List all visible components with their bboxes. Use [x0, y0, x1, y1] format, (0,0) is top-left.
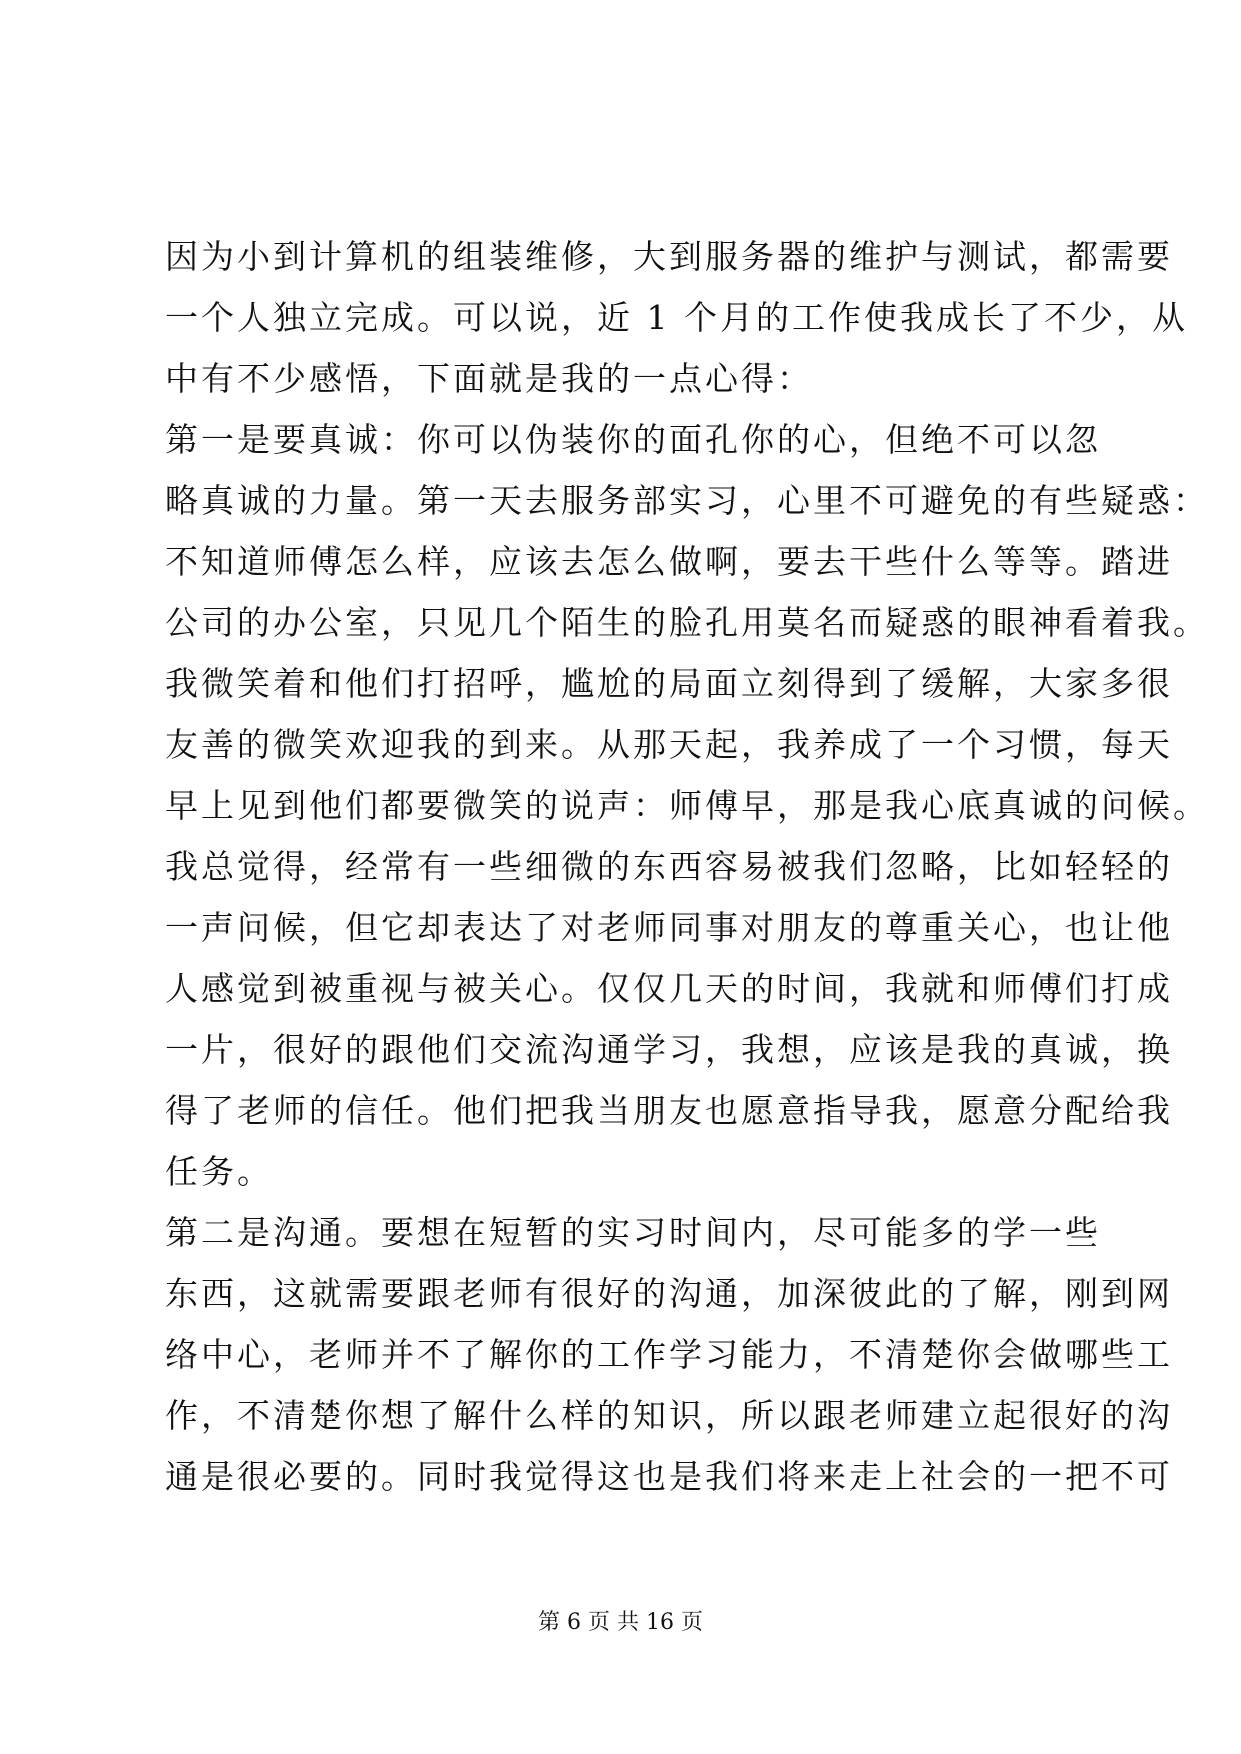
- text-line: 一声问候，但它却表达了对老师同事对朋友的尊重关心，也让他: [165, 908, 1173, 947]
- page-footer: [0, 1608, 1241, 1638]
- text-line: 一片，很好的跟他们交流沟通学习，我想，应该是我的真诚，换: [165, 1030, 1173, 1069]
- text-line: 络中心，老师并不了解你的工作学习能力，不清楚你会做哪些工: [165, 1335, 1173, 1374]
- text-line: 作，不清楚你想了解什么样的知识，所以跟老师建立起很好的沟: [165, 1396, 1173, 1435]
- text-line: 人感觉到被重视与被关心。仅仅几天的时间，我就和师傅们打成: [165, 969, 1173, 1008]
- text-line: 我总觉得，经常有一些细微的东西容易被我们忽略，比如轻轻的: [165, 847, 1173, 886]
- text-line: 任务。: [165, 1152, 273, 1191]
- document-body: [165, 226, 1209, 1507]
- text-line: 略真诚的力量。第一天去服务部实习，心里不可避免的有些疑惑：: [165, 481, 1209, 520]
- text-line: 友善的微笑欢迎我的到来。从那天起，我养成了一个习惯，每天: [165, 725, 1173, 764]
- text-line: 通是很必要的。同时我觉得这也是我们将来走上社会的一把不可: [165, 1457, 1173, 1496]
- text-line: 第二是沟通。要想在短暂的实习时间内，尽可能多的学一些: [165, 1213, 1101, 1252]
- text-line: 我微笑着和他们打招呼，尴尬的局面立刻得到了缓解，大家多很: [165, 664, 1173, 703]
- text-line: 不知道师傅怎么样，应该去怎么做啊，要去干些什么等等。踏进: [165, 542, 1173, 581]
- text-line: 公司的办公室，只见几个陌生的脸孔用莫名而疑惑的眼神看着我。: [165, 603, 1209, 642]
- text-line: 第一是要真诚：你可以伪装你的面孔你的心，但绝不可以忽: [165, 420, 1101, 459]
- text-line: 中有不少感悟，下面就是我的一点心得：: [165, 359, 813, 398]
- text-line: 东西，这就需要跟老师有很好的沟通，加深彼此的了解，刚到网: [165, 1274, 1173, 1313]
- text-line: 一个人独立完成。可以说，近 1 个月的工作使我成长了不少，从: [165, 298, 1188, 337]
- text-line: 因为小到计算机的组装维修，大到服务器的维护与测试，都需要: [165, 237, 1173, 276]
- text-line: 早上见到他们都要微笑的说声：师傅早，那是我心底真诚的问候。: [165, 786, 1209, 825]
- text-line: 得了老师的信任。他们把我当朋友也愿意指导我，愿意分配给我: [165, 1091, 1173, 1130]
- page-number-label: 第 6 页 共 16 页: [538, 1610, 703, 1635]
